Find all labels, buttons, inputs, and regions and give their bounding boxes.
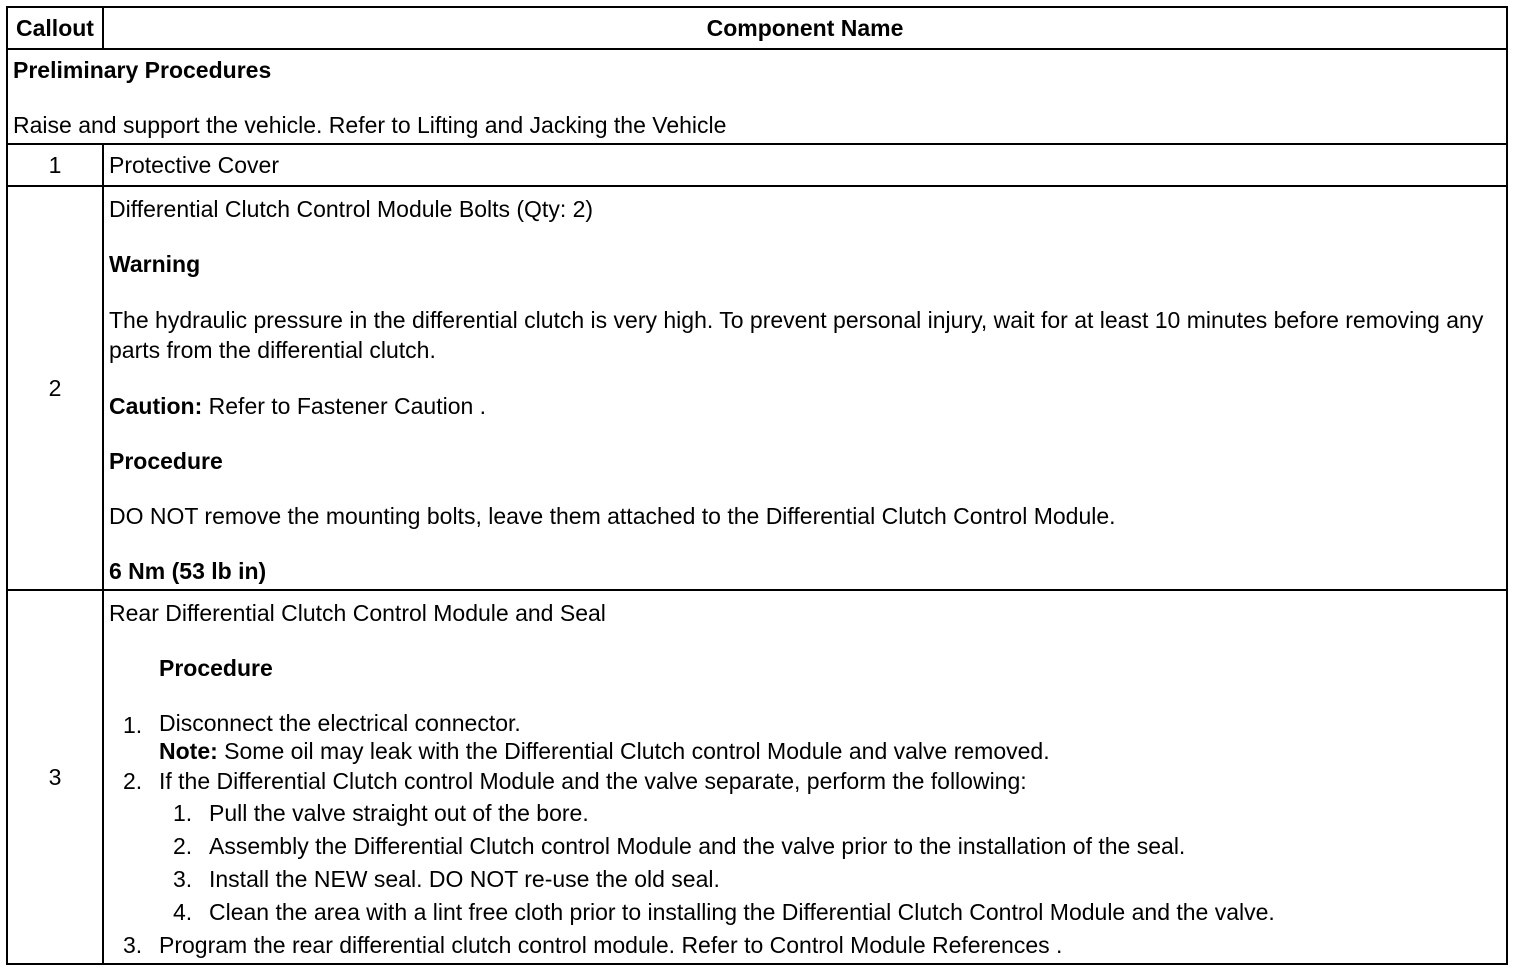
preliminary-cell	[7, 49, 1507, 144]
callout-header: Callout	[7, 7, 103, 49]
sub-step-number: 4.	[173, 899, 193, 925]
table-row	[7, 144, 1507, 186]
torque-spec: 6 Nm (53 lb in)	[109, 558, 267, 584]
procedure-title: Procedure	[159, 655, 273, 681]
component-name: Rear Differential Clutch Control Module and Seal	[109, 600, 606, 626]
component-name: Protective Cover	[109, 152, 280, 178]
component-name-header: Component Name	[103, 7, 1507, 49]
list-item	[159, 797, 1501, 830]
procedure-document	[6, 6, 1508, 965]
step-text: If the Differential Clutch control Module and the valve separate, perform the following:	[159, 768, 1027, 794]
sub-step-text: Install the NEW seal. DO NOT re-use the old seal.	[209, 866, 720, 892]
preliminary-row	[7, 49, 1507, 144]
component-name: Differential Clutch Control Module Bolts (Qty: 2)	[109, 196, 594, 222]
component-cell	[103, 590, 1507, 964]
step-text: Program the rear differential clutch control module. Refer to Control Module References .	[159, 932, 1063, 958]
procedure-steps	[109, 709, 1501, 961]
sub-steps	[159, 797, 1501, 929]
note-label: Note:	[159, 738, 218, 764]
sub-step-number: 1.	[173, 800, 193, 826]
step-note	[159, 737, 1501, 765]
list-item	[159, 830, 1501, 863]
step-number: 1.	[123, 712, 143, 738]
warning-text: The hydraulic pressure in the differential clutch is very high. To prevent personal injury, wait for at least 10 minutes before removing any parts from the differential clutch.	[109, 307, 1484, 363]
sub-step-number: 2.	[173, 833, 193, 859]
list-item	[159, 863, 1501, 896]
note-text: Some oil may leak with the Differential Clutch control Module and valve removed.	[217, 738, 1050, 764]
list-item	[109, 765, 1501, 929]
warning-title: Warning	[109, 251, 201, 277]
sub-step-text: Clean the area with a lint free cloth prior to installing the Differential Clutch Control Module and the valve.	[209, 899, 1275, 925]
list-item	[109, 929, 1501, 961]
sub-step-text: Assembly the Differential Clutch control Module and the valve prior to the installation of the seal.	[209, 833, 1186, 859]
preliminary-title: Preliminary Procedures	[13, 57, 272, 83]
list-item	[159, 896, 1501, 929]
caution-text: Refer to Fastener Caution .	[202, 393, 487, 419]
caution-label: Caution:	[109, 393, 203, 419]
list-item	[109, 709, 1501, 765]
component-cell	[103, 186, 1507, 590]
table-header-row	[7, 7, 1507, 49]
callout-number: 3	[7, 590, 103, 964]
step-number: 3.	[123, 932, 143, 958]
step-number: 2.	[123, 768, 143, 794]
callout-number: 2	[7, 186, 103, 590]
component-table	[6, 6, 1508, 965]
component-cell	[103, 144, 1507, 186]
callout-number: 1	[7, 144, 103, 186]
table-row	[7, 590, 1507, 964]
caution-line	[109, 392, 1501, 420]
table-row	[7, 186, 1507, 590]
preliminary-text: Raise and support the vehicle. Refer to Lifting and Jacking the Vehicle	[13, 112, 727, 138]
sub-step-number: 3.	[173, 866, 193, 892]
sub-step-text: Pull the valve straight out of the bore.	[209, 800, 589, 826]
procedure-title: Procedure	[109, 448, 223, 474]
step-text: Disconnect the electrical connector.	[159, 710, 521, 736]
procedure-text: DO NOT remove the mounting bolts, leave them attached to the Differential Clutch Control Module.	[109, 503, 1116, 529]
